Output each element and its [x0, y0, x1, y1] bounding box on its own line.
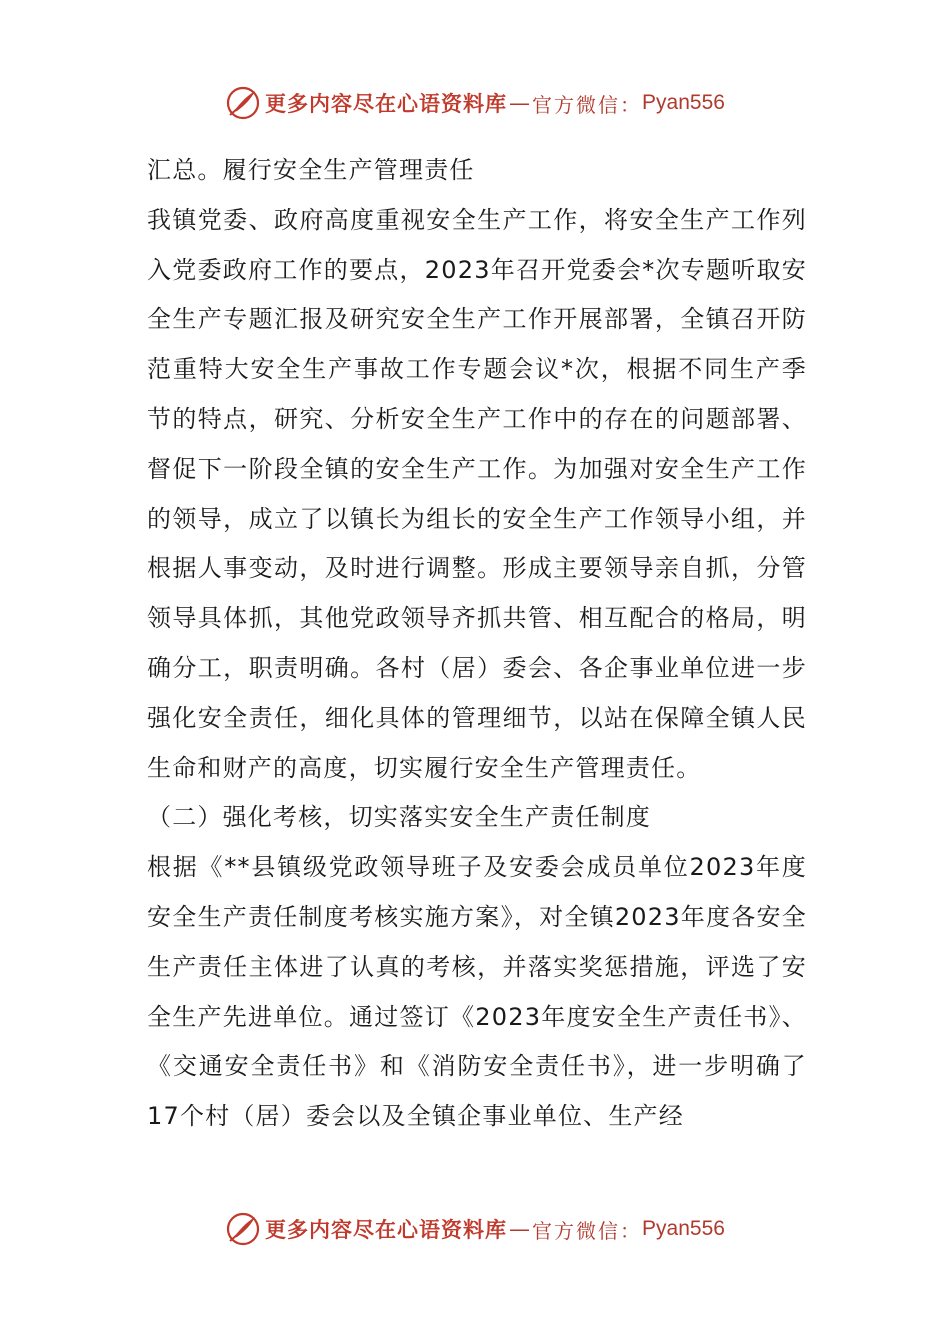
separator-dash: — — [509, 91, 531, 115]
document-body — [147, 146, 807, 1142]
quill-pen-logo-icon — [225, 85, 261, 121]
wechat-id: Pyan556 — [642, 91, 725, 114]
section-heading: （二）强化考核，切实落实安全生产责任制度 — [147, 803, 651, 832]
separator-dash: — — [509, 1217, 531, 1241]
wechat-id: Pyan556 — [642, 1217, 725, 1240]
paragraph-responsibility: 我镇党委、政府高度重视安全生产工作，将安全生产工作列入党委政府工作的要点，2023年召开党委会*次专题听取安全生产专题汇报及研究安全生产工作开展部署，全镇召开防范重特大安全生产事故工作专题会议*次，根据不同生产季节的特点，研究、分析安全生产工作中的存在的问题部署、督促下一阶段全镇的安全生产工作。为加强对安全生产工作的领导，成立了以镇长为组长的安全生产工作领导小组，并根据人事变动，及时进行调整。形成主要领导亲自抓，分管领导具体抓，其他党政领导齐抓共管、相互配合的格局，明确分工，职责明确。各村（居）委会、各企事业单位进一步强化安全责任，细化具体的管理细节，以站在保障全镇人民生命和财产的高度，切实履行安全生产管理责任。 — [147, 205, 807, 782]
quill-pen-logo-icon — [225, 1211, 261, 1247]
paragraph-assessment: 根据《**县镇级党政领导班子及安委会成员单位2023年度安全生产责任制度考核实施方案》，对全镇2023年度各安全生产责任主体进了认真的考核，并落实奖惩措施，评选了安全生产先进单位。通过签订《2023年度安全生产责任书》、《交通安全责任书》和《消防安全责任书》，进一步明确了17个村（居）委会以及全镇企事业单位、生产经 — [147, 853, 807, 1131]
line-continuation: 汇总。履行安全生产管理责任 — [147, 156, 475, 184]
header-banner — [0, 83, 950, 123]
footer-banner — [0, 1209, 950, 1249]
site-name: 更多内容尽在心语资料库 — [265, 1217, 508, 1242]
wechat-label: 官方微信： — [532, 92, 643, 117]
site-name: 更多内容尽在心语资料库 — [265, 91, 508, 116]
wechat-label: 官方微信： — [532, 1218, 643, 1243]
